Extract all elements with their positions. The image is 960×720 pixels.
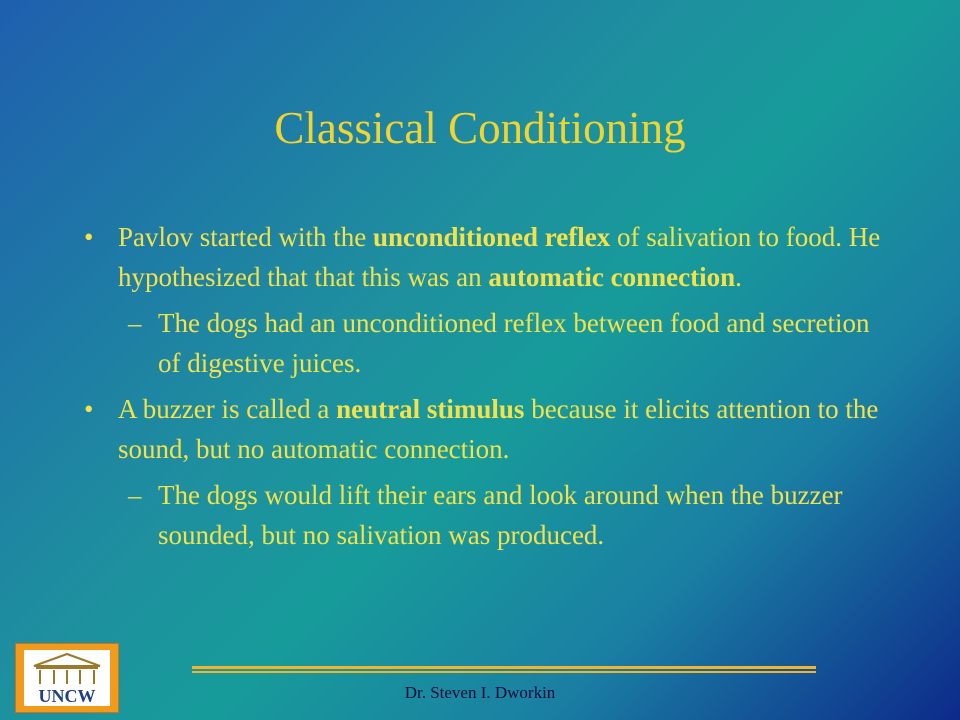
dash-icon: –	[128, 308, 142, 338]
sub-bullet-item	[84, 475, 884, 555]
bullet-text: Pavlov started with the	[118, 222, 373, 252]
footer-divider	[192, 671, 816, 673]
bullet-text: of salivation to food. He hypothesized that that this was an	[118, 222, 881, 292]
sub-bullet-text: The dogs had an unconditioned reflex between food and secretion of digestive juices.	[158, 308, 870, 378]
footer-divider	[192, 666, 816, 669]
uncw-logo-text: UNCW	[38, 686, 96, 706]
bullet-icon: •	[84, 222, 94, 252]
slide-title: Classical Conditioning	[274, 103, 686, 153]
bullet-text: A buzzer is called a	[118, 394, 337, 424]
bullet-icon: •	[84, 394, 94, 424]
footer-author: Dr. Steven I. Dworkin	[404, 683, 556, 702]
sub-bullet-text: The dogs would lift their ears and look around when the buzzer sounded, but no salivation was produced.	[158, 480, 843, 550]
term-automatic-connection: automatic connection	[488, 262, 736, 292]
term-neutral-stimulus: neutral stimulus	[336, 394, 525, 424]
slide-body	[84, 217, 884, 561]
bullet-item	[84, 217, 884, 297]
bullet-text: .	[735, 262, 742, 292]
bullet-item	[84, 389, 884, 469]
dash-icon: –	[128, 480, 142, 510]
term-unconditioned-reflex: unconditioned reflex	[372, 222, 611, 252]
bullet-text: because it elicits attention to the sound, but no automatic connection.	[118, 394, 879, 464]
sub-bullet-item	[84, 303, 884, 383]
